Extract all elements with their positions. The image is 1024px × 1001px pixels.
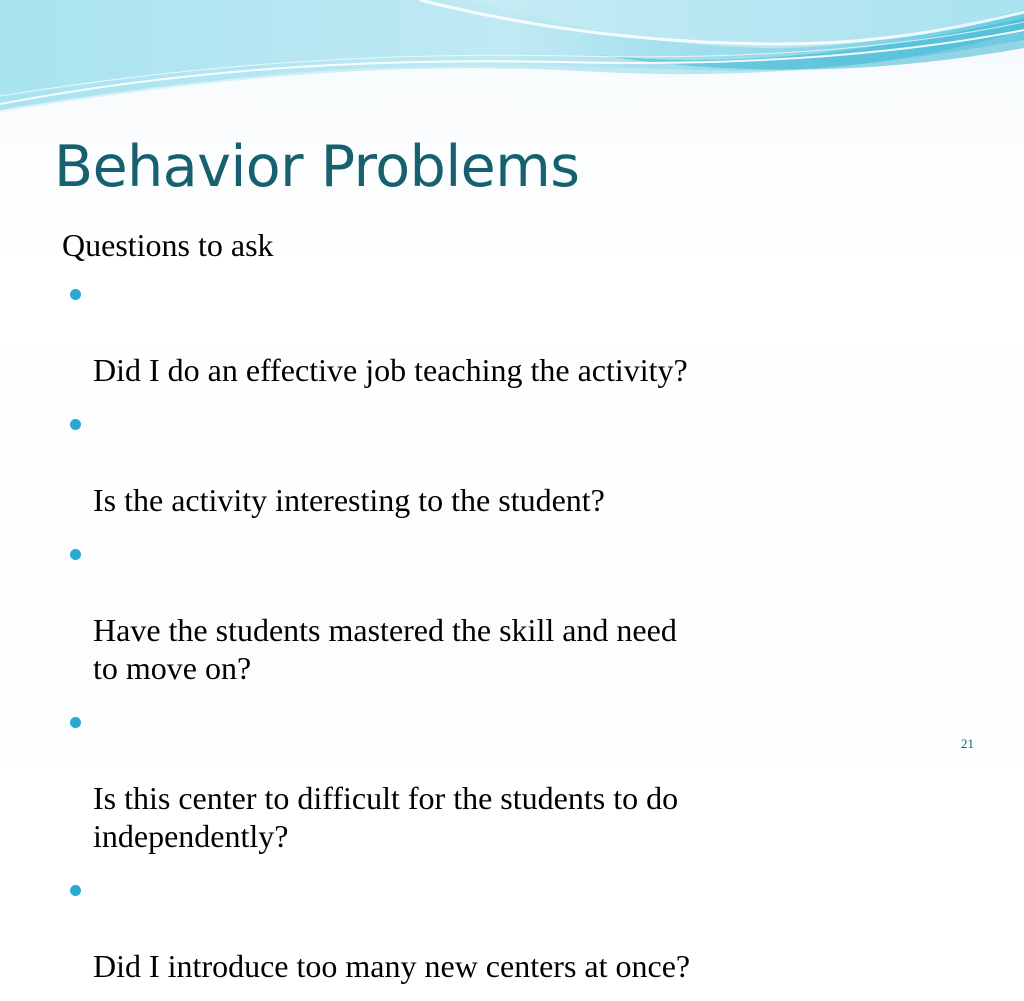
bullet-item: [62, 405, 962, 519]
bullet-text: Have the students mastered the skill and need to move on?: [93, 612, 677, 686]
bullet-dot-icon: [70, 717, 81, 728]
bullet-dot-icon: [70, 419, 81, 430]
wave-banner-decoration: [0, 0, 1024, 130]
bullet-dot-icon: [70, 885, 81, 896]
bullet-text: Is the activity interesting to the student?: [93, 482, 605, 518]
bullet-item: [62, 871, 962, 985]
slide-title: Behavior Problems: [54, 134, 580, 200]
bullet-text: Is this center to difficult for the students to do independently?: [93, 780, 679, 854]
intro-text: Questions to ask: [62, 227, 274, 263]
bullet-list: [62, 275, 962, 985]
bullet-item: [62, 275, 962, 389]
bullet-dot-icon: [70, 549, 81, 560]
bullet-text: Did I do an effective job teaching the activity?: [93, 352, 688, 388]
slide-body: [62, 221, 962, 1001]
bullet-item: [62, 703, 962, 855]
page-number: 21: [961, 736, 974, 751]
bullet-item: [62, 535, 962, 687]
bullet-dot-icon: [70, 289, 81, 300]
bullet-text: Did I introduce too many new centers at once?: [93, 948, 691, 984]
